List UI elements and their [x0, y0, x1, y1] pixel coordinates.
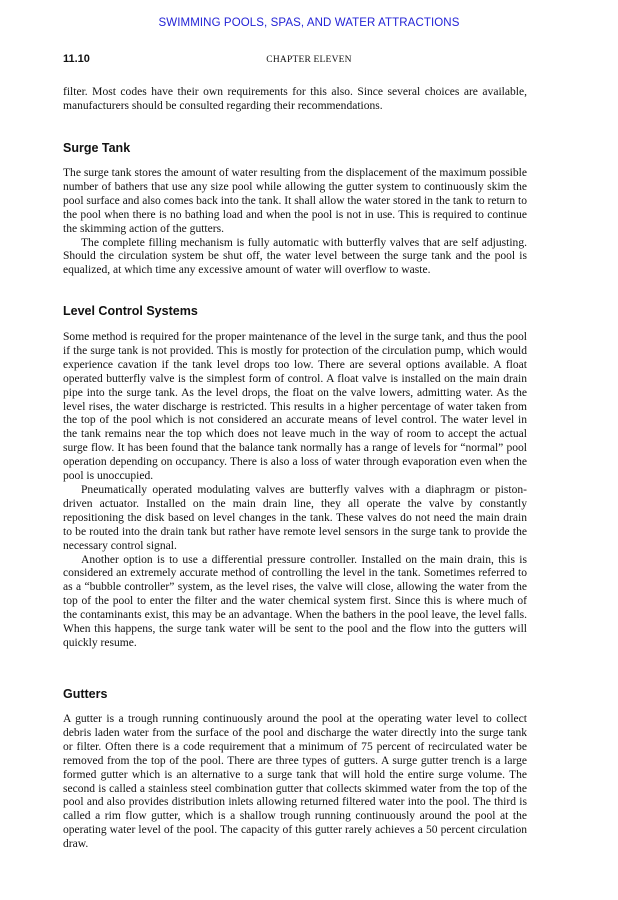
page-number: 11.10 [63, 53, 90, 65]
surge-tank-paragraph: The surge tank stores the amount of water resulting from the displacement of the maximum possible number of bathers that use any size pool while allowing the gutter system to continuously skim the pool surface and also comes back into the tank. It shall allow the water stored in the tank to return to the pool when there is no bathing load and when the pool is not in use. This is required to continue the skimming action of the gutters. [63, 167, 527, 235]
surge-tank-heading: Surge Tank [63, 141, 131, 155]
level-control-section [63, 331, 527, 651]
level-control-heading: Level Control Systems [63, 304, 198, 318]
gutters-paragraph: A gutter is a trough running continuously around the pool at the operating water level to collect debris laden water from the surface of the pool and discharge the water directly into the surge tank or filter. Often there is a code requirement that a minimum of 75 percent of recirculated water be removed from the top of the pool. There are three types of gutters. A surge gutter trench is a large formed gutter which is an alternative to a surge tank that will hold the entire surge volume. The second is called a stainless steel combination gutter that collects skimmed water from the top of the pool and also provides distribution inlets allowing returned filtered water into the pool. The third is called a rim flow gutter, which is a shallow trough running continuously around the pool at the operating water level of the pool. The capacity of this gutter rarely achieves a 50 percent circulation draw. [63, 713, 527, 851]
surge-tank-section [63, 167, 527, 278]
gutters-section [63, 713, 527, 852]
level-control-paragraph: Pneumatically operated modulating valves are butterfly valves with a diaphragm or piston-driven actuator. Installed on the main drain line, they all operate the valve by constantly repositioning the disk based on level changes in the tank. These valves do not need the main drain to be routed into the drain tank but rather have remote level sensors in the surge tank to provide the necessary control signal. [63, 483, 527, 552]
level-control-paragraph: Another option is to use a differential pressure controller. Installed on the main drain, this is considered an extremely accurate method of controlling the level in the tank. Sometimes referred to as a “bubble controller” system, as the level rises, the valve will close, allowing the water from the top of the pool to enter the filter and the water chemical system first. Since this is where much of the contaminants exist, this may be an advantage. When the bathers in the pool leave, the level falls. When this happens, the surge tank water will be sent to the pool and the flow into the gutters will quickly resume. [63, 553, 527, 649]
surge-tank-paragraph: The complete filling mechanism is fully automatic with butterfly valves that are self adjusting. Should the circulation system be shut off, the water level between the surge tank and the pool is equalized, at which time any excessive amount of water will overflow to waste. [63, 236, 527, 277]
intro-text [63, 86, 527, 114]
intro-paragraph: filter. Most codes have their own requirements for this also. Since several choices are available, manufacturers should be consulted regarding their recommendations. [63, 86, 527, 112]
level-control-paragraph: Some method is required for the proper maintenance of the level in the surge tank, and thus the pool if the surge tank is not provided. This is mostly for protection of the circulation pump, which would experience cavation if the tank level drops too low. There are several options available. A float operated butterfly valve is the simplest form of control. A float valve is installed on the main drain pipe into the surge tank. As the level drops, the float on the valve lowers, admitting water. As the level rises, the water discharge is restricted. This results in a higher percentage of water taken from the top of the pool which is not considered an accurate means of level control. The water level in the tank remains near the top which does not leave much in the way of room to accept the actual surge flow. It has been found that the balance tank normally has a range of levels for “normal” pool operation depending on occupancy. There is also a loss of water through evaporation even when the pool is unoccupied. [63, 331, 527, 483]
gutters-heading: Gutters [63, 687, 108, 701]
running-head: SWIMMING POOLS, SPAS, AND WATER ATTRACTIONS [158, 17, 460, 29]
chapter-label: CHAPTER ELEVEN [266, 55, 352, 65]
